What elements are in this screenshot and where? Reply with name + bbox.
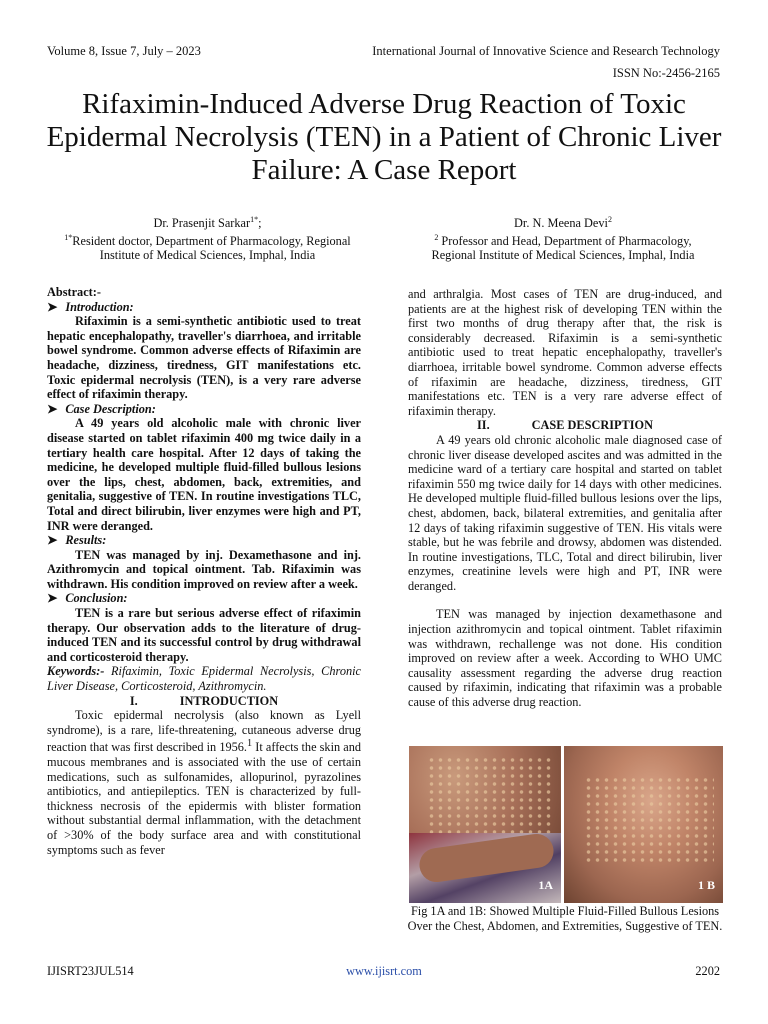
issn: ISSN No:-2456-2165	[612, 66, 720, 80]
right-column	[408, 287, 722, 710]
volume-info: Volume 8, Issue 7, July – 2023	[47, 44, 201, 58]
case-paragraph-1: A 49 years old chronic alcoholic male diagnosed case of chronic liver disease developed ascites and was admitted in the medicine ward of a tertiary care hospital and started on tablet rifaximin 550 mg twice daily for 14 days with other medicines. He developed multiple fluid-filled bullous lesions over the lips, chest, abdomen, back, bilateral extremities, and genitalia after 12 days of taking rifaximin suggestive of TEN. His vitals were stable, but he was febrile and drowsy, abdomen was distended. In routine investigations, TLC, Total and direct bilirubin, liver enzymes, creatinine levels were high and PT, INR were deranged.	[408, 432, 722, 593]
intro-subheading: ➤ Introduction:	[47, 299, 134, 314]
conclusion-subheading: ➤ Conclusion:	[47, 591, 128, 606]
arrow-bullet-icon: ➤	[47, 533, 58, 548]
section-heading-introduction: I. INTRODUCTION	[129, 693, 279, 708]
page-number: 2202	[695, 964, 720, 978]
arrow-bullet-icon: ➤	[47, 299, 58, 314]
results-abstract-text: TEN was managed by inj. Dexamethasone and inj. Azithromycin and topical ointment. Tab. Rifaximin was withdrawn. His condition improved on review after a week.	[47, 547, 361, 591]
author-2-name: Dr. N. Meena Devi	[514, 216, 608, 231]
case-abstract-text: A 49 years old alcoholic male with chronic liver disease started on tablet rifaximin 400 mg twice daily in a tertiary health care hospital. After 12 days of taking the medicine, he developed multiple fluid-filled bullous lesions over the lips, chest, abdomen, back, extremities, and genitalia, suggestive of TEN. In routine investigations TLC, Total and direct bilirubin, liver enzymes were high and PT, INR were deranged.	[47, 416, 361, 533]
intro-abstract-text: Rifaximin is a semi-synthetic antibiotic used to treat hepatic encephalopathy, traveller's diarrhoea, and irritable bowel syndrome. Common adverse effects of Rifaximin are headache, dizziness, tiredness, GIT manifestations etc. Toxic epidermal necrolysis (TEN), is a very rare adverse effect of rifaximin therapy.	[47, 314, 361, 402]
left-column	[47, 285, 361, 857]
introduction-text: Toxic epidermal necrolysis (also known as Lyell syndrome), is a rare, life-threatening, cutaneous adverse drug reaction that was first described in 1956.$^1$ It affects the skin and mucous membranes and is associated with the use of certain medications, such as sulfonamides, allopurinol, pyrazolines antibiotics, and antiepileptics. TEN is characterized by full-thickness necrosis of the epidermis with blister formation without substantial dermal inflammation, with the detachment of >30% of the body surface area and with constitutional symptoms such as fever	[47, 708, 362, 857]
abstract-label: Abstract:-	[47, 285, 101, 299]
figure-caption: Fig 1A and 1B: Showed Multiple Fluid-Filled Bullous Lesions Over the Chest, Abdomen, and Extremities, Suggestive of TEN.	[407, 904, 723, 933]
section-heading-case: II. CASE DESCRIPTION	[477, 418, 653, 433]
figure-1	[409, 746, 723, 903]
arrow-bullet-icon: ➤	[47, 401, 58, 416]
arrow-bullet-icon: ➤	[47, 591, 58, 606]
paper-code: IJISRT23JUL514	[47, 964, 134, 978]
author-1-name: Dr. Prasenjit Sarkar	[153, 216, 251, 231]
case-paragraph-2: TEN was managed by injection dexamethasone and injection azithromycin and topical ointment. Tablet rifaximin was withdrawn, rechallenge was not done. His condition improved on review after a week. According to WHO UMC causality assessment regarding the adverse drug reaction caused by rifaximin, indicating that rifaximin was a probable cause of this adverse drug reaction.	[408, 607, 722, 710]
case-subheading: ➤ Case Description:	[47, 401, 156, 416]
clinical-photo-1b	[564, 746, 723, 903]
author-2-affiliation: Professor and Head, Department of Pharmacology,	[438, 233, 692, 248]
author-1: Dr. Prasenjit Sarkar$^{1*}$; $^{1*}$Resident doctor, Department of Pharmacology, Regional Institute of Medical Sciences, Imphal, India	[64, 215, 351, 263]
journal-website-link[interactable]: www.ijisrt.com	[346, 964, 422, 978]
citation-ref: 1	[247, 738, 253, 750]
photo-label-1b: 1 B	[697, 878, 715, 892]
conclusion-abstract-text: TEN is a rare but serious adverse effect of rifaximin therapy. Our observation adds to the literature of drug-induced TEN and its successful control by drug withdrawal and corticosteroid therapy.	[47, 606, 361, 664]
author-1-affiliation: Resident doctor, Department of Pharmacology, Regional	[72, 233, 351, 248]
photo-label-1a: 1A	[538, 878, 553, 892]
keywords: Keywords:- Rifaximin, Toxic Epidermal Necrolysis, Chronic Liver Disease, Corticosteroid, Azithromycin.	[47, 664, 361, 694]
clinical-photo-1a	[409, 746, 561, 903]
author-2: Dr. N. Meena Devi$^2$ $^2$ Professor and Head, Department of Pharmacology, Regional Institute of Medical Sciences, Imphal, India	[431, 215, 695, 263]
results-subheading: ➤ Results:	[47, 533, 107, 548]
paper-title: Rifaximin-Induced Adverse Drug Reaction of Toxic Epidermal Necrolysis (TEN) in a Patient of Chronic Liver Failure: A Case Report	[46, 88, 722, 186]
introduction-continued: and arthralgia. Most cases of TEN are drug-induced, and patients are at the highest risk of developing TEN within the first two months of drug therapy after that, the risk is considerably decreased. Rifaximin is a semi-synthetic antibiotic used to treat hepatic encephalopathy, traveller's diarrhoea, irritable bowel syndrome. Common adverse effects of rifaximin are headache, dizziness, tiredness, GIT manifestations etc. TEN is a very rare adverse effect of rifaximin therapy.	[408, 287, 722, 418]
journal-name: International Journal of Innovative Science and Research Technology	[372, 44, 720, 58]
